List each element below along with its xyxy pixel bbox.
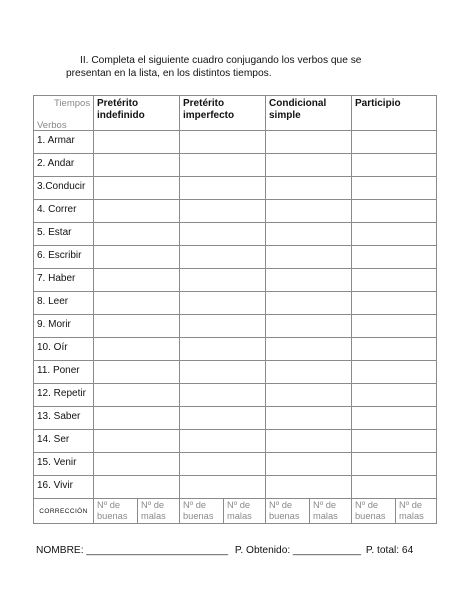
answer-cell[interactable] xyxy=(180,407,266,430)
answer-cell[interactable] xyxy=(180,453,266,476)
verb-cell xyxy=(34,131,94,154)
answer-cell[interactable] xyxy=(94,223,180,246)
tense-line-2: simple xyxy=(269,109,301,121)
tense-line-2: imperfecto xyxy=(183,109,235,121)
verb-label: 3.Conducir xyxy=(37,181,86,192)
bad-count-cell[interactable] xyxy=(396,499,437,524)
tense-line-1: Participio xyxy=(355,98,401,109)
correction-row xyxy=(34,499,437,524)
verb-row xyxy=(34,246,437,269)
verb-label: 8. Leer xyxy=(37,296,69,307)
verb-cell xyxy=(34,246,94,269)
verb-cell xyxy=(34,292,94,315)
answer-cell[interactable] xyxy=(352,384,437,407)
answer-cell[interactable] xyxy=(180,361,266,384)
verb-row xyxy=(34,453,437,476)
answer-cell[interactable] xyxy=(352,476,437,499)
verb-cell xyxy=(34,407,94,430)
verbos-label: Verbos xyxy=(37,120,67,131)
answer-cell[interactable] xyxy=(94,131,180,154)
score-line-1: Nº de xyxy=(313,500,337,510)
answer-cell[interactable] xyxy=(352,407,437,430)
corner-cell xyxy=(34,96,94,131)
verb-label: 5. Estar xyxy=(37,227,72,238)
answer-cell[interactable] xyxy=(352,315,437,338)
answer-cell[interactable] xyxy=(266,269,352,292)
verb-row xyxy=(34,407,437,430)
answer-cell[interactable] xyxy=(352,223,437,246)
answer-cell[interactable] xyxy=(266,246,352,269)
answer-cell[interactable] xyxy=(266,131,352,154)
answer-cell[interactable] xyxy=(352,453,437,476)
score-line-2: malas xyxy=(141,510,166,521)
verb-label: 6. Escribir xyxy=(37,250,82,261)
verb-cell xyxy=(34,361,94,384)
answer-cell[interactable] xyxy=(266,200,352,223)
answer-cell[interactable] xyxy=(266,315,352,338)
verb-cell xyxy=(34,315,94,338)
answer-cell[interactable] xyxy=(266,407,352,430)
answer-cell[interactable] xyxy=(180,430,266,453)
verb-cell xyxy=(34,223,94,246)
answer-cell[interactable] xyxy=(180,131,266,154)
tense-header-participio xyxy=(352,96,437,131)
answer-cell[interactable] xyxy=(266,453,352,476)
verb-row xyxy=(34,292,437,315)
good-count-cell[interactable] xyxy=(352,499,396,524)
score-line-1: Nº de xyxy=(97,500,121,510)
total-score: P. total: 64 xyxy=(365,545,414,556)
tiempos-label: Tiempos xyxy=(54,98,91,109)
verb-row xyxy=(34,430,437,453)
verb-cell xyxy=(34,154,94,177)
verb-label: 12. Repetir xyxy=(37,388,86,399)
verb-label: 14. Ser xyxy=(37,434,70,445)
answer-cell[interactable] xyxy=(94,407,180,430)
footer xyxy=(36,545,446,556)
answer-cell[interactable] xyxy=(352,430,437,453)
verb-cell xyxy=(34,476,94,499)
answer-cell[interactable] xyxy=(180,338,266,361)
answer-cell[interactable] xyxy=(180,315,266,338)
score-line-2: buenas xyxy=(355,510,386,521)
score-line-2: malas xyxy=(399,510,424,521)
answer-cell[interactable] xyxy=(94,338,180,361)
answer-cell[interactable] xyxy=(94,200,180,223)
header-row xyxy=(34,96,437,131)
answer-cell[interactable] xyxy=(352,338,437,361)
answer-cell[interactable] xyxy=(94,154,180,177)
score-line-1: Nº de xyxy=(269,500,293,510)
answer-cell[interactable] xyxy=(180,476,266,499)
verb-cell xyxy=(34,338,94,361)
name-field[interactable]: NOMBRE: _________________________ xyxy=(36,545,229,556)
answer-cell[interactable] xyxy=(180,154,266,177)
verb-row xyxy=(34,315,437,338)
verb-row xyxy=(34,177,437,200)
answer-cell[interactable] xyxy=(352,200,437,223)
answer-cell[interactable] xyxy=(266,384,352,407)
answer-cell[interactable] xyxy=(180,246,266,269)
tense-line-1: Pretérito xyxy=(97,98,139,109)
answer-cell[interactable] xyxy=(94,361,180,384)
tense-header-preterito-indefinido xyxy=(94,96,180,131)
score-line-2: malas xyxy=(227,510,252,521)
verb-cell xyxy=(34,200,94,223)
answer-cell[interactable] xyxy=(352,131,437,154)
answer-cell[interactable] xyxy=(352,246,437,269)
score-line-1: Nº de xyxy=(183,500,207,510)
answer-cell[interactable] xyxy=(352,292,437,315)
answer-cell[interactable] xyxy=(94,315,180,338)
verb-label: 10. Oír xyxy=(37,342,68,353)
bad-count-cell[interactable] xyxy=(138,499,180,524)
answer-cell[interactable] xyxy=(266,361,352,384)
answer-cell[interactable] xyxy=(352,154,437,177)
answer-cell[interactable] xyxy=(94,430,180,453)
verb-row xyxy=(34,223,437,246)
tense-line-1: Pretérito xyxy=(183,98,225,109)
answer-cell[interactable] xyxy=(94,453,180,476)
good-count-cell[interactable] xyxy=(94,499,138,524)
answer-cell[interactable] xyxy=(352,269,437,292)
correction-label: CORRECCIÓN xyxy=(34,499,94,524)
tense-header-preterito-imperfecto xyxy=(180,96,266,131)
good-count-cell[interactable] xyxy=(266,499,310,524)
verb-cell xyxy=(34,453,94,476)
verb-label: 2. Andar xyxy=(37,158,75,169)
verb-row xyxy=(34,269,437,292)
instructions-line-1: II. Completa el siguiente cuadro conjugando los verbos que se xyxy=(80,55,362,66)
verb-row xyxy=(34,154,437,177)
score-line-1: Nº de xyxy=(141,500,165,510)
verb-row xyxy=(34,384,437,407)
verb-label: 13. Saber xyxy=(37,411,81,422)
verb-cell xyxy=(34,430,94,453)
answer-cell[interactable] xyxy=(266,292,352,315)
score-line-1: Nº de xyxy=(399,500,423,510)
answer-cell[interactable] xyxy=(180,177,266,200)
answer-cell[interactable] xyxy=(94,177,180,200)
answer-cell[interactable] xyxy=(266,177,352,200)
bad-count-cell[interactable] xyxy=(310,499,352,524)
score-line-2: malas xyxy=(313,510,338,521)
score-line-2: buenas xyxy=(269,510,300,521)
bad-count-cell[interactable] xyxy=(224,499,266,524)
tense-line-2: indefinido xyxy=(97,109,145,121)
verb-cell xyxy=(34,269,94,292)
verb-label: 7. Haber xyxy=(37,273,76,284)
answer-cell[interactable] xyxy=(180,223,266,246)
answer-cell[interactable] xyxy=(94,384,180,407)
verb-row xyxy=(34,338,437,361)
score-line-2: buenas xyxy=(97,510,128,521)
conjugation-table xyxy=(33,95,437,524)
answer-cell[interactable] xyxy=(180,269,266,292)
answer-cell[interactable] xyxy=(94,246,180,269)
verb-label: 11. Poner xyxy=(37,365,80,376)
answer-cell[interactable] xyxy=(266,338,352,361)
answer-cell[interactable] xyxy=(94,476,180,499)
answer-cell[interactable] xyxy=(180,292,266,315)
verb-row xyxy=(34,476,437,499)
answer-cell[interactable] xyxy=(266,430,352,453)
tense-line-1: Condicional xyxy=(269,98,327,109)
instructions-line-2: presentan en la lista, en los distintos tiempos. xyxy=(66,68,272,79)
answer-cell[interactable] xyxy=(266,476,352,499)
tense-header-condicional-simple xyxy=(266,96,352,131)
answer-cell[interactable] xyxy=(94,292,180,315)
score-line-1: Nº de xyxy=(227,500,251,510)
answer-cell[interactable] xyxy=(352,361,437,384)
verb-cell xyxy=(34,177,94,200)
verb-cell xyxy=(34,384,94,407)
score-line-2: buenas xyxy=(183,510,214,521)
answer-cell[interactable] xyxy=(352,177,437,200)
answer-cell[interactable] xyxy=(266,223,352,246)
verb-row xyxy=(34,361,437,384)
instructions xyxy=(66,54,446,80)
verb-label: 16. Vivir xyxy=(37,480,73,491)
verb-label: 15. Venir xyxy=(37,457,77,468)
answer-cell[interactable] xyxy=(180,200,266,223)
verb-label: 4. Correr xyxy=(37,204,77,215)
verb-label: 9. Morir xyxy=(37,319,71,330)
verb-row xyxy=(34,200,437,223)
good-count-cell[interactable] xyxy=(180,499,224,524)
answer-cell[interactable] xyxy=(94,269,180,292)
verb-label: 1. Armar xyxy=(37,135,75,146)
answer-cell[interactable] xyxy=(266,154,352,177)
obtained-score-field[interactable]: P. Obtenido: ____________ xyxy=(234,545,362,556)
verb-row xyxy=(34,131,437,154)
score-line-1: Nº de xyxy=(355,500,379,510)
answer-cell[interactable] xyxy=(180,384,266,407)
